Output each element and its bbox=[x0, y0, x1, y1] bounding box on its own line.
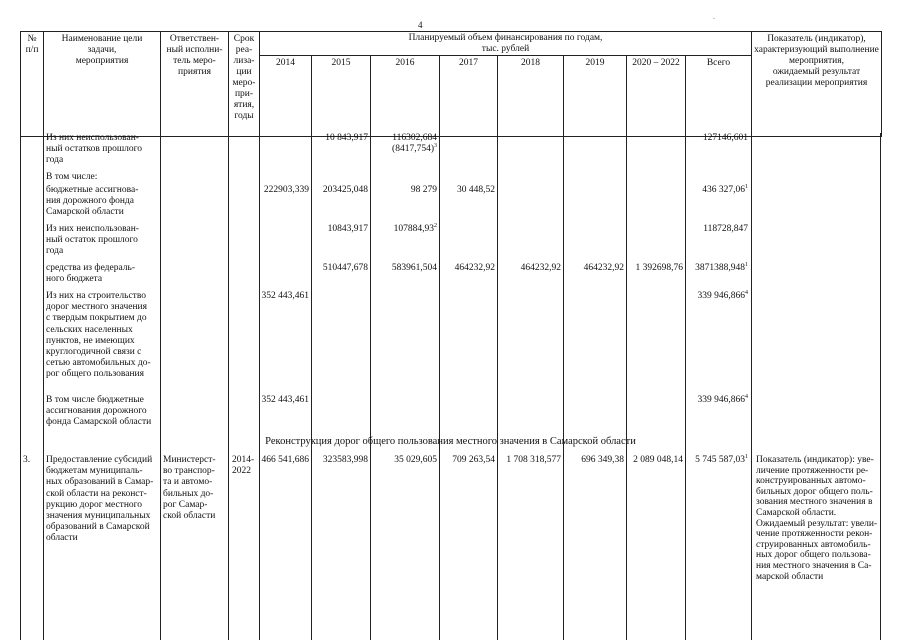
value-2016: 98 279 bbox=[410, 185, 437, 195]
item3-value-total: 5 745 587,03$^1$ bbox=[695, 453, 748, 465]
value-total: 127146,601 bbox=[702, 133, 748, 143]
value-total: 339 946,866$^4$ bbox=[697, 289, 748, 301]
value-total: 339 946,866$^4$ bbox=[697, 393, 748, 405]
row-label: Из них неиспользован- ный остаток прошлого года bbox=[46, 224, 139, 257]
header-year-2018: 2018 bbox=[498, 56, 564, 137]
item3-value-2016: 35 029,605 bbox=[394, 455, 437, 465]
row-label: Из них на строительство дорог местного значения с твердым покрытием до сельских населенных пунктов, не имеющих круглогодичной связи с сетью автомобильных до- рог общего пользования bbox=[46, 291, 151, 380]
value-2018: 464232,92 bbox=[520, 263, 561, 273]
value-2015: 203425,048 bbox=[322, 185, 368, 195]
table-header bbox=[20, 31, 882, 137]
value-2020-2022: 1 392698,76 bbox=[635, 263, 683, 273]
item3-value-2019: 696 349,38 bbox=[581, 455, 624, 465]
header-year-total: Всего bbox=[686, 56, 752, 137]
item3-value-2014: 466 541,686 bbox=[261, 455, 309, 465]
value-2014: 222903,339 bbox=[263, 185, 309, 195]
item3-responsible: Министерст- во транспор- та и автомо- бильных до- рог Самар- ской области bbox=[163, 455, 216, 522]
table-body bbox=[20, 133, 881, 640]
item3-value-2020-2022: 2 089 048,14 bbox=[633, 455, 683, 465]
value-2019: 464232,92 bbox=[583, 263, 624, 273]
value-2014: 352 443,461 bbox=[261, 395, 309, 405]
value-2016: 583961,504 bbox=[391, 263, 437, 273]
header-indicator: Показатель (индикатор), характеризующий выполнение мероприятия, ожидаемый результат реализации мероприятия bbox=[752, 32, 882, 137]
header-responsible: Ответствен- ный исполни- тель меро- приятия bbox=[161, 32, 229, 137]
value-2015: 10 843,917 bbox=[325, 133, 368, 143]
value-2016: 116302,684 bbox=[392, 133, 437, 143]
header-name: Наименование цели задачи, мероприятия bbox=[44, 32, 161, 137]
value-2014: 352 443,461 bbox=[261, 291, 309, 301]
value-2015: 510447,678 bbox=[322, 263, 368, 273]
value-total: 3871388,948$^1$ bbox=[695, 261, 748, 273]
section-title: Реконструкция дорог общего пользования местного значения в Самарской области bbox=[265, 436, 636, 447]
item3-number: 3. bbox=[23, 455, 31, 465]
value-total: 436 327,06$^1$ bbox=[702, 183, 748, 195]
row-label: средства из федераль- ного бюджета bbox=[46, 263, 136, 285]
value-2016: 107884,93$^2$ bbox=[393, 222, 437, 234]
header-year-2017: 2017 bbox=[440, 56, 498, 137]
header-year-2020-2022: 2020 – 2022 bbox=[627, 56, 686, 137]
item3-value-2015: 323583,998 bbox=[322, 455, 368, 465]
item3-indicator: Показатель (индикатор): уве- личение протяженности ре- конструированных автомо- бильных дорог общего поль- зования местного значения в Самарской области. Ожидаемый результат: увели- чение протяженности рекон- струированных автомобиль- ных дорог общего пользова- ния местного значения в Са- марской области bbox=[756, 455, 878, 582]
row-label: бюджетные ассигнова- ния дорожного фонда Самарской области bbox=[46, 185, 139, 218]
header-year-2014: 2014 bbox=[260, 56, 312, 137]
item3-value-2017: 709 263,54 bbox=[452, 455, 495, 465]
scan-mark: . bbox=[713, 12, 715, 21]
row-label: В том числе: bbox=[46, 172, 98, 182]
header-term: Срок реа- лиза- ции меро- при- ятия, годы bbox=[229, 32, 260, 137]
header-year-2016: 2016 bbox=[371, 56, 440, 137]
header-year-2019: 2019 bbox=[564, 56, 627, 137]
item3-value-2018: 1 708 318,577 bbox=[506, 455, 561, 465]
item3-name: Предоставление субсидий бюджетам муниципаль- ных образований в Самар- ской области на реконст- рукцию дорог местного значения муниципальных образований в Самарской области bbox=[46, 455, 154, 544]
item3-term: 2014- 2022 bbox=[232, 455, 255, 477]
value-total: 118728,847 bbox=[703, 224, 748, 234]
page-number: 4 bbox=[418, 20, 423, 30]
value-2017: 464232,92 bbox=[454, 263, 495, 273]
row-label: В том числе бюджетные ассигнования дорожного фонда Самарской области bbox=[46, 395, 152, 428]
header-finance: Планируемый объем финансирования по годам, тыс. рублей bbox=[260, 32, 752, 56]
value-2017: 30 448,52 bbox=[457, 185, 495, 195]
header-year-2015: 2015 bbox=[312, 56, 371, 137]
value-2016: $(8417,754)^3$ bbox=[392, 142, 437, 154]
value-2015: 10843,917 bbox=[327, 224, 368, 234]
row-label: Из них неиспользован- ный остатков прошлого года bbox=[46, 133, 143, 166]
header-no: № п/п bbox=[21, 32, 44, 137]
